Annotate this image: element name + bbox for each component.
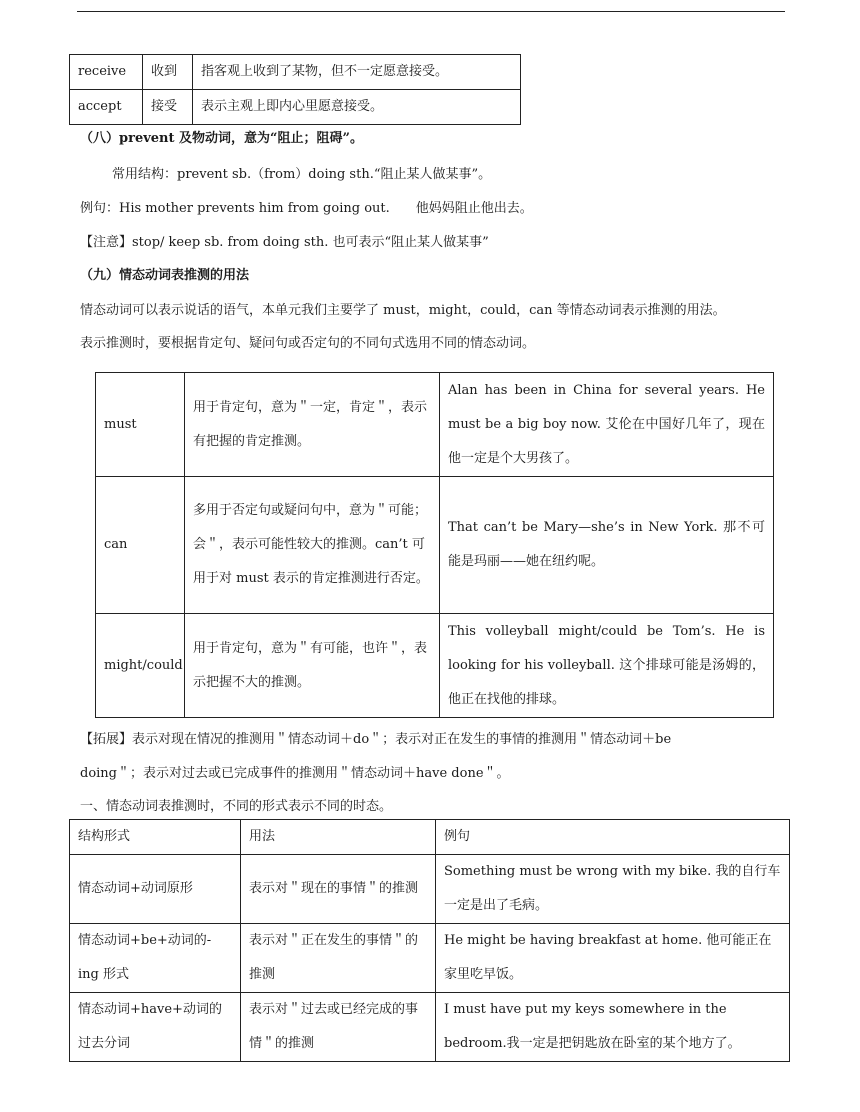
usage-cell: 表示对＂过去或已经完成的事情＂的推测: [241, 993, 436, 1062]
header-usage: 用法: [241, 820, 436, 855]
section9-intro-line2: 表示推测时，要根据肯定句、疑问句或否定句的不同句式选用不同的情态动词。: [80, 336, 536, 351]
section8-heading: （八）prevent 及物动词，意为“阻止；阻碍”。: [80, 131, 363, 146]
extension-line1: 【拓展】表示对现在情况的推测用＂情态动词＋do＂；表示对正在发生的事情的推测用＂情态动词＋be: [80, 732, 672, 747]
table-row: [70, 55, 521, 90]
table-row: [70, 993, 790, 1062]
table-header-row: [70, 820, 790, 855]
section8-note: 【注意】stop/ keep sb. from doing sth. 也可表示“阻止某人做某事”: [80, 235, 489, 250]
example-cell: Something must be wrong with my bike. 我的自行车一定是出了毛病。: [436, 855, 790, 924]
example-cell: This volleyball might/could be Tom’s. He is looking for his volleyball. 这个排球可能是汤姆的，他正在找他的排球。: [440, 614, 774, 718]
example-cell: I must have put my keys somewhere in the bedroom.我一定是把钥匙放在卧室的某个地方了。: [436, 993, 790, 1062]
receive-accept-table: [69, 54, 521, 125]
meaning-cell: 接受: [143, 90, 193, 125]
modal-cell: can: [96, 477, 185, 614]
usage-cell: 用于肯定句，意为＂一定，肯定＂，表示有把握的肯定推测。: [185, 373, 440, 477]
table-row: [96, 614, 774, 718]
description-cell: 指客观上收到了某物，但不一定愿意接受。: [193, 55, 521, 90]
section9-heading: （九）情态动词表推测的用法: [80, 268, 250, 283]
table-row: [70, 855, 790, 924]
word-cell: receive: [70, 55, 143, 90]
example-cell: He might be having breakfast at home. 他可能正在家里吃早饭。: [436, 924, 790, 993]
header-form: 结构形式: [70, 820, 241, 855]
form-cell: 情态动词+动词原形: [70, 855, 241, 924]
header-example: 例句: [436, 820, 790, 855]
section9-intro-line1: 情态动词可以表示说话的语气，本单元我们主要学了 must，might，could，can 等情态动词表示推测的用法。: [80, 303, 726, 318]
modal-forms-table: [69, 819, 790, 1062]
form-cell: 情态动词+have+动词的过去分词: [70, 993, 241, 1062]
usage-cell: 用于肯定句，意为＂有可能，也许＂，表示把握不大的推测。: [185, 614, 440, 718]
table-row: [70, 90, 521, 125]
section8-structure: 常用结构：prevent sb.（from）doing sth.“阻止某人做某事”。: [112, 167, 492, 182]
forms-subheading: 一、情态动词表推测时，不同的形式表示不同的时态。: [80, 799, 393, 814]
form-cell: 情态动词+be+动词的-ing 形式: [70, 924, 241, 993]
section8-example: 例句：His mother prevents him from going out. 他妈妈阻止他出去。: [80, 201, 533, 216]
extension-line2: doing＂；表示对过去或已完成事件的推测用＂情态动词＋have done＂。: [80, 766, 510, 781]
modal-verbs-table: [95, 372, 774, 718]
table-row: [70, 924, 790, 993]
header-rule: [77, 11, 785, 12]
modal-cell: might/could: [96, 614, 185, 718]
example-cell: That can’t be Mary—she’s in New York. 那不可能是玛丽——她在纽约呢。: [440, 477, 774, 614]
table-row: [96, 373, 774, 477]
meaning-cell: 收到: [143, 55, 193, 90]
usage-cell: 多用于否定句或疑问句中，意为＂可能；会＂，表示可能性较大的推测。can’t 可用于对 must 表示的肯定推测进行否定。: [185, 477, 440, 614]
usage-cell: 表示对＂正在发生的事情＂的推测: [241, 924, 436, 993]
table-row: [96, 477, 774, 614]
example-cell: Alan has been in China for several years. He must be a big boy now. 艾伦在中国好几年了，现在他一定是个大男孩了。: [440, 373, 774, 477]
modal-cell: must: [96, 373, 185, 477]
word-cell: accept: [70, 90, 143, 125]
usage-cell: 表示对＂现在的事情＂的推测: [241, 855, 436, 924]
description-cell: 表示主观上即内心里愿意接受。: [193, 90, 521, 125]
